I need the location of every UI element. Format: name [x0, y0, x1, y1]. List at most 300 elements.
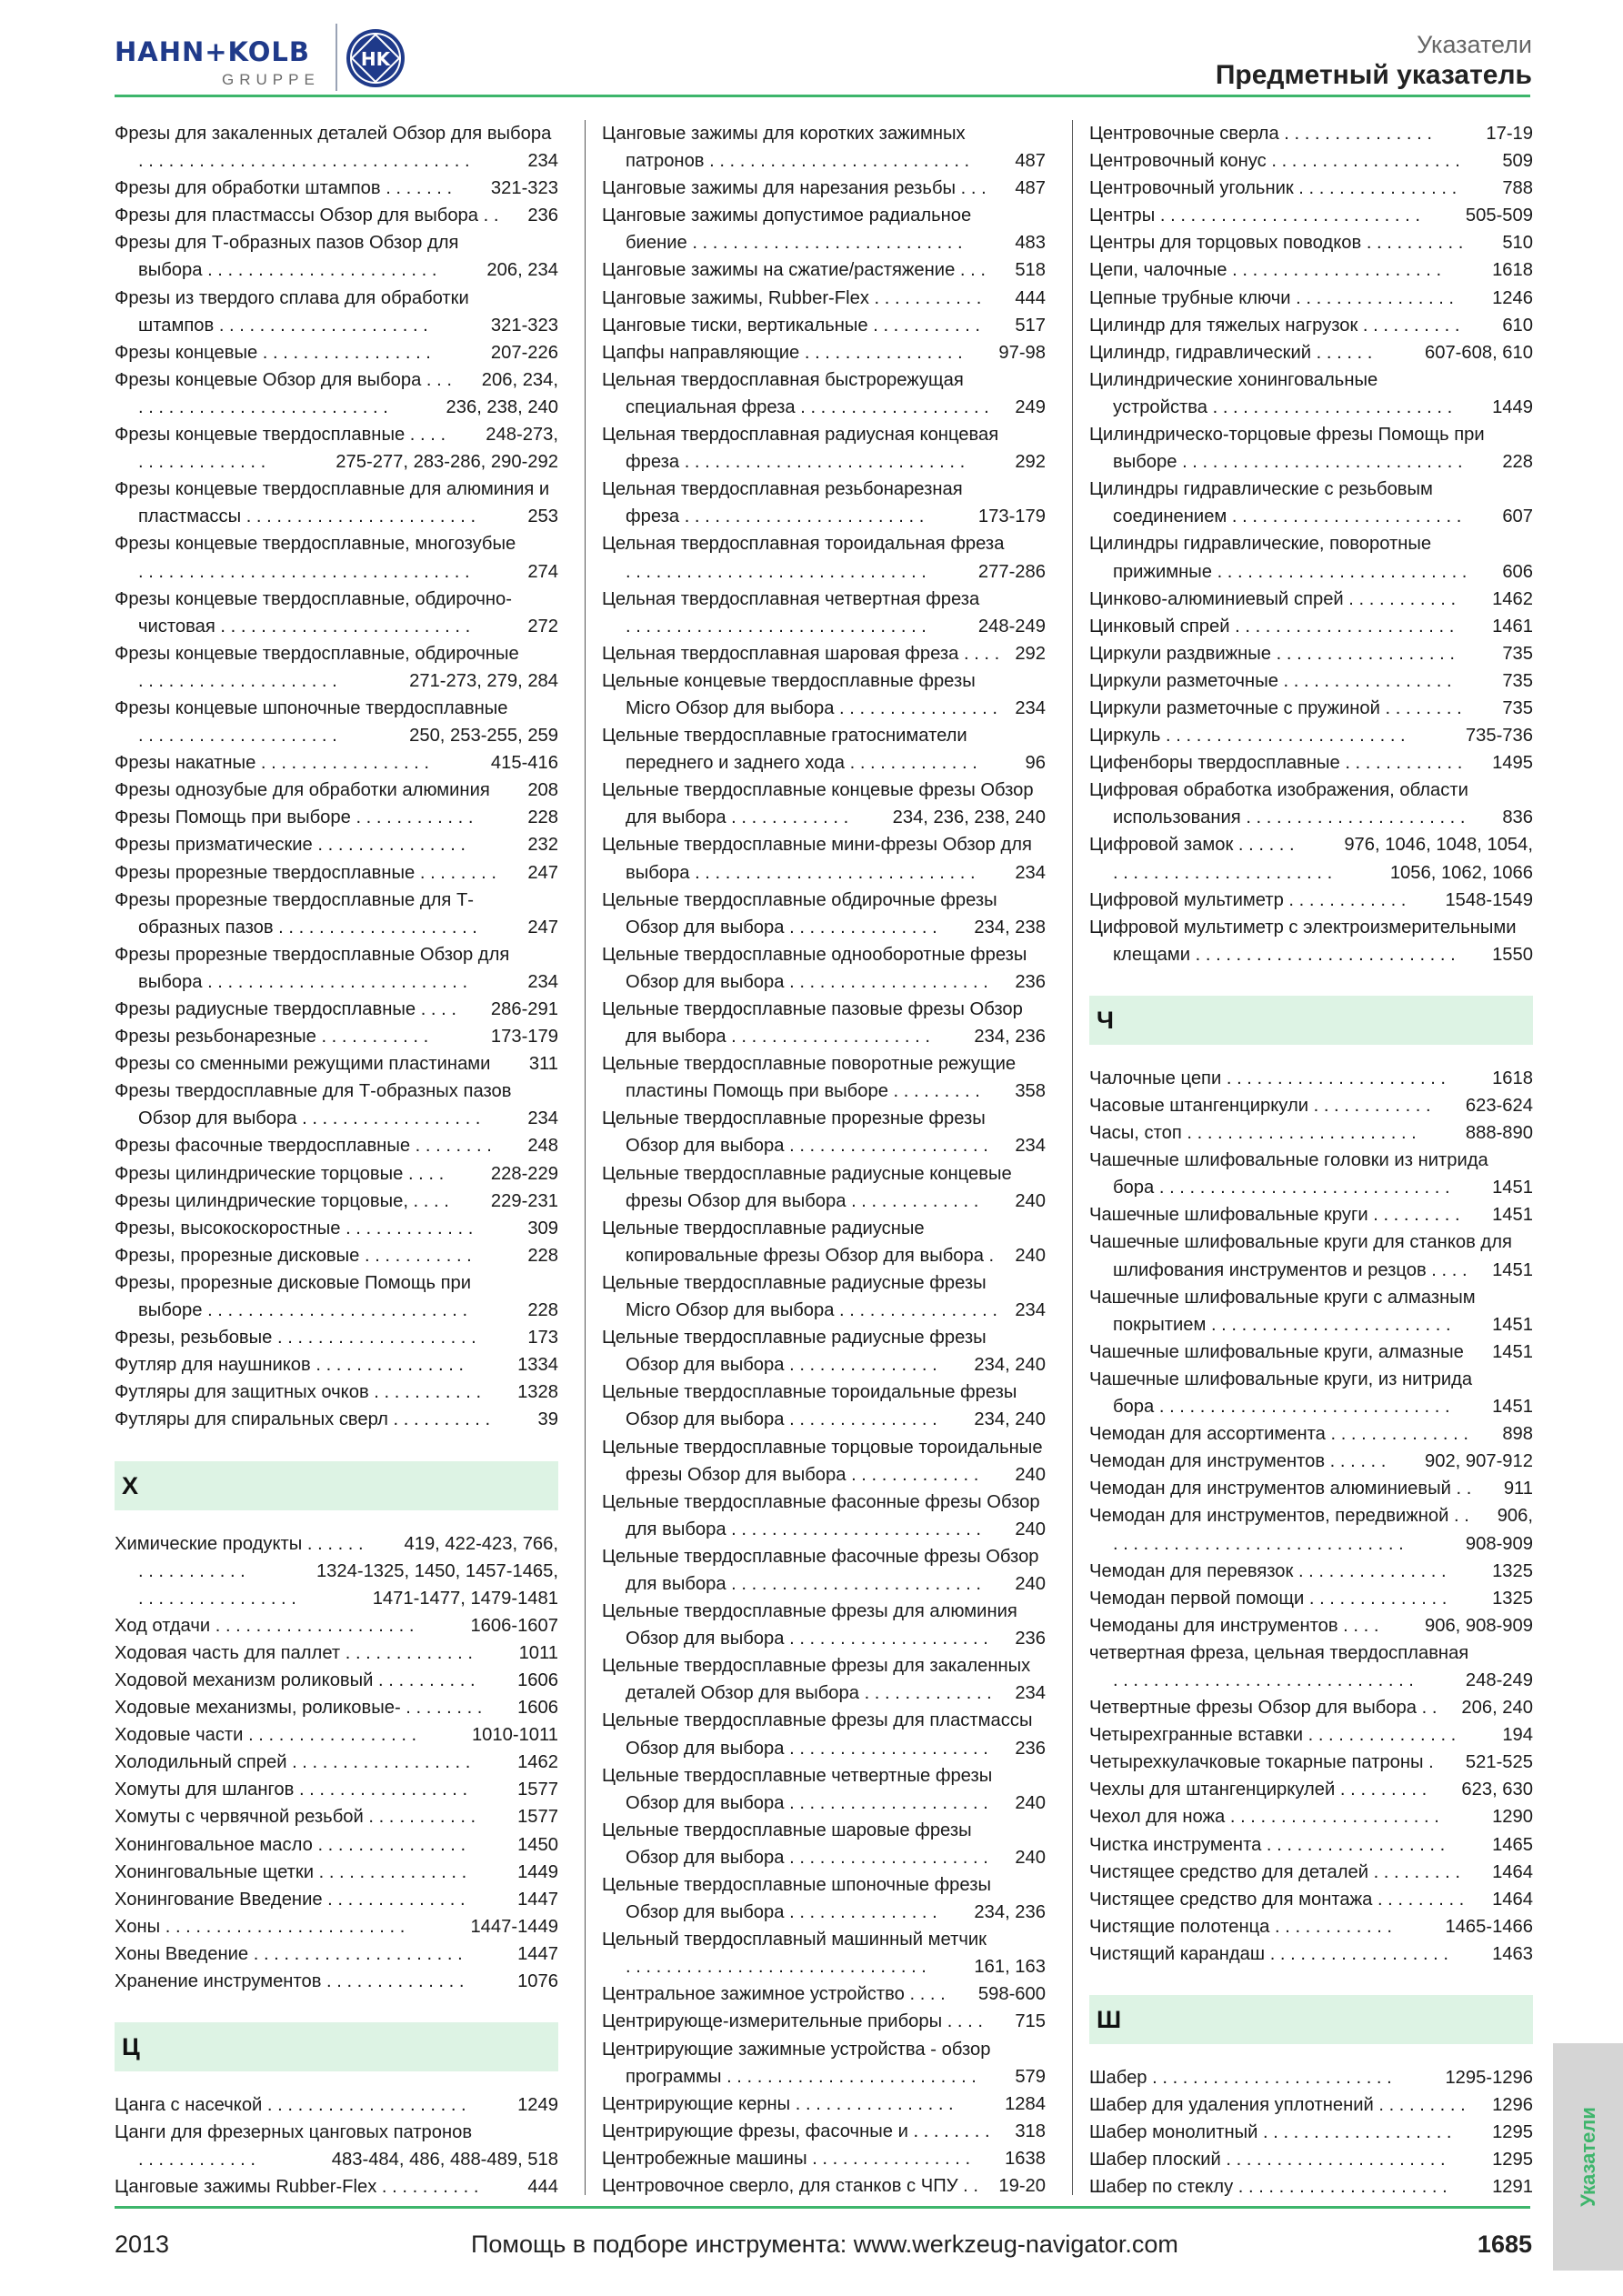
- index-entry: [602, 1652, 1046, 1707]
- index-entry: [1089, 120, 1533, 147]
- page-reference: 1325: [1492, 1560, 1533, 1581]
- page-reference: 517: [1015, 315, 1046, 336]
- index-entry: [602, 722, 1046, 777]
- page-reference: 1295: [1492, 2150, 1533, 2171]
- index-term: Чашечные шлифовальные круги . . . . . . . . .: [1089, 1205, 1460, 1226]
- index-term: Фрезы для закаленных деталей Обзор для выбора: [115, 124, 552, 144]
- index-entry-line: [1089, 394, 1533, 421]
- index-entry: [602, 285, 1046, 312]
- index-entry-line: [602, 1461, 1046, 1489]
- index-entry-line: [1089, 1119, 1533, 1147]
- page-reference: 286-291: [490, 999, 558, 1019]
- index-term: биение . . . . . . . . . . . . . . . . . . . . . . . . . . .: [626, 233, 963, 254]
- index-entry: [602, 640, 1046, 667]
- index-term: Цельные твердосплавные поворотные режущие: [602, 1054, 1017, 1075]
- index-term: Цилиндр, гидравлический . . . . . .: [1089, 342, 1373, 363]
- index-entry: [115, 1612, 558, 1639]
- index-entry-line: [1089, 256, 1533, 284]
- page-reference: 1464: [1492, 1861, 1533, 1882]
- index-entry: [115, 1351, 558, 1379]
- index-entry: [602, 831, 1046, 886]
- index-term: Ходовой механизм роликовый . . . . . . . . . .: [115, 1669, 476, 1690]
- page-reference: 194: [1502, 1725, 1533, 1746]
- index-entry-line: [602, 968, 1046, 996]
- index-term: Чистящие полотенца . . . . . . . . . . . .: [1089, 1916, 1393, 1937]
- page-reference: 510: [1502, 233, 1533, 254]
- page-reference: 1076: [517, 1971, 558, 1991]
- page-reference: 1462: [517, 1752, 558, 1773]
- page-reference: 248-273,: [486, 425, 558, 446]
- index-entry: [1089, 1913, 1533, 1940]
- page-reference: 419, 422-423, 766,: [404, 1533, 558, 1554]
- page-reference: 1638: [1005, 2148, 1046, 2169]
- page-reference: 173-179: [977, 506, 1046, 527]
- index-entry-line: [115, 175, 558, 202]
- index-entry: [602, 1160, 1046, 1215]
- index-entry: [1089, 1448, 1533, 1475]
- index-entry-line: [1089, 229, 1533, 256]
- page-reference: 906, 908-909: [1425, 1615, 1533, 1636]
- page-reference: 623-624: [1465, 1096, 1533, 1116]
- index-entry: [602, 1707, 1046, 1761]
- page-reference: 487: [1015, 178, 1046, 199]
- page-reference: 161, 163: [974, 1957, 1046, 1978]
- index-term: Обзор для выбора . . . . . . . . . . . . . . .: [626, 1355, 937, 1376]
- index-term: Цельные твердосплавные радиусные фрезы: [602, 1272, 987, 1293]
- footer-year: 2013: [115, 2231, 170, 2258]
- index-entry: [1089, 1147, 1533, 1201]
- index-term: Цинковый спрей . . . . . . . . . . . . . . . . . . . . . .: [1089, 616, 1455, 637]
- index-term: . . . . . . . . . . . . .: [138, 452, 266, 473]
- page-reference: 232: [527, 835, 558, 856]
- page-reference: 277-286: [977, 561, 1046, 582]
- page-reference: 906,: [1497, 1506, 1533, 1527]
- index-entry: [115, 1831, 558, 1859]
- index-term: Обзор для выбора . . . . . . . . . . . . . . .: [626, 1409, 937, 1430]
- index-entry: [602, 312, 1046, 339]
- index-entry-line: [115, 1667, 558, 1694]
- page-reference: 888-890: [1465, 1123, 1533, 1144]
- index-term: соединением . . . . . . . . . . . . . . . . . . . . . . .: [1113, 506, 1462, 527]
- index-term: шлифования инструментов и резцов . . . .: [1113, 1259, 1468, 1280]
- index-term: Цельная твердосплавная шаровая фреза . . . .: [602, 643, 1000, 664]
- index-entry: [602, 530, 1046, 585]
- index-entry: [1089, 613, 1533, 640]
- index-entry-line: [115, 1105, 558, 1132]
- index-entry-line: [115, 968, 558, 996]
- index-entry-line: [115, 1749, 558, 1776]
- index-term: Футляр для наушников . . . . . . . . . . . . . . .: [115, 1355, 465, 1376]
- index-entry: [602, 777, 1046, 831]
- index-entry-line: [602, 1679, 1046, 1707]
- index-entry-line: [1089, 1612, 1533, 1639]
- index-term: Фрезы концевые шпоночные твердосплавные: [115, 697, 508, 718]
- index-entry: [602, 175, 1046, 202]
- index-term: Хомуты для шлангов . . . . . . . . . . . . . . . . .: [115, 1780, 468, 1800]
- index-entry: [115, 1940, 558, 1968]
- index-term: Цифровой мультиметр . . . . . . . . . . . .: [1089, 889, 1407, 910]
- index-term: клещами . . . . . . . . . . . . . . . . . . . . . . . . . .: [1113, 944, 1456, 965]
- page-reference: 1471-1477, 1479-1481: [372, 1588, 558, 1609]
- index-entry-line: [602, 312, 1046, 339]
- index-entry: [1089, 229, 1533, 256]
- index-entry: [1089, 667, 1533, 695]
- index-entry: [1089, 640, 1533, 667]
- page-reference: 234: [527, 971, 558, 992]
- page-reference: 911: [1503, 1479, 1533, 1499]
- index-term: бора . . . . . . . . . . . . . . . . . . . . . . . . . . . . .: [1113, 1178, 1450, 1198]
- index-term: Цельные твердосплавные торцовые тороидальные: [602, 1437, 1043, 1458]
- index-entry-line: [115, 1379, 558, 1406]
- index-entry: [602, 1105, 1046, 1159]
- index-entry-line: [602, 613, 1046, 640]
- page-reference: 228-229: [490, 1163, 558, 1184]
- index-entry: [1089, 2091, 1533, 2119]
- index-entry-line: [115, 1968, 558, 1995]
- page-reference: 228: [1502, 452, 1533, 473]
- page-reference: 788: [1502, 178, 1533, 199]
- page-reference: 836: [1502, 807, 1533, 828]
- page-reference: 1606: [517, 1669, 558, 1690]
- index-entry: [115, 2119, 558, 2173]
- page-reference: 234: [527, 1108, 558, 1129]
- index-entry: [115, 1379, 558, 1406]
- page-reference: 248: [527, 1136, 558, 1157]
- index-entry: [1089, 586, 1533, 613]
- index-entry: [1089, 421, 1533, 476]
- page-reference: 579: [1015, 2066, 1046, 2087]
- index-entry-line: [115, 1324, 558, 1351]
- index-entry: [1089, 1886, 1533, 1913]
- page-reference: 1447: [517, 1889, 558, 1910]
- index-term: Часы, стоп . . . . . . . . . . . . . . . . . . . . . . .: [1089, 1123, 1417, 1144]
- index-term: Циркуль . . . . . . . . . . . . . . . . . . . . . . . .: [1089, 726, 1406, 747]
- index-term: Цельная твердосплавная быстрорежущая: [602, 369, 964, 390]
- index-term: Фрезы прорезные твердосплавные для Т-: [115, 889, 475, 910]
- index-entry: [602, 2145, 1046, 2172]
- index-entry-line: [602, 229, 1046, 256]
- index-column-1: [115, 120, 558, 2201]
- index-term: Ходовые механизмы, роликовые- . . . . . . . .: [115, 1698, 483, 1719]
- index-term: Фрезы резьбонарезные . . . . . . . . . . .: [115, 1027, 429, 1048]
- index-entry: [602, 202, 1046, 256]
- index-entry-line: [115, 1721, 558, 1749]
- index-entry: [1089, 1201, 1533, 1228]
- page-reference: 274: [527, 561, 558, 582]
- index-entry: [115, 366, 558, 421]
- page-reference: 234, 238: [974, 917, 1046, 937]
- index-term: Фрезы для обработки штампов . . . . . . .: [115, 178, 453, 199]
- index-entry-line: [1089, 312, 1533, 339]
- index-entry: [1089, 1639, 1533, 1694]
- index-term: Чемодан для ассортимента . . . . . . . . . . . . . .: [1089, 1424, 1468, 1445]
- page-reference: 318: [1015, 2121, 1046, 2141]
- index-entry: [602, 941, 1046, 996]
- page-reference: 240: [1015, 1573, 1046, 1594]
- index-entry-line: [1089, 1558, 1533, 1585]
- index-entry: [1089, 202, 1533, 229]
- index-entry: [602, 1871, 1046, 1926]
- index-term: Чистящее средство для деталей . . . . . . . . .: [1089, 1861, 1460, 1882]
- page-reference: 234: [1015, 697, 1046, 718]
- index-term: Цепи, чалочные . . . . . . . . . . . . . . . . . . . . .: [1089, 260, 1442, 281]
- index-term: . . . . . . . . . . . .: [138, 2150, 256, 2171]
- index-entry-line: [115, 831, 558, 858]
- index-entry: [1089, 1065, 1533, 1092]
- index-term: Ходовые части . . . . . . . . . . . . . . . . .: [115, 1725, 417, 1746]
- index-entry-line: [1089, 1913, 1533, 1940]
- index-term: Центровочный конус . . . . . . . . . . . . . . . . . . .: [1089, 151, 1460, 172]
- page-reference: 1461: [1492, 616, 1533, 637]
- index-entry: [115, 1749, 558, 1776]
- index-column-2: [602, 120, 1046, 2200]
- index-entry-line: [602, 2008, 1046, 2035]
- page-reference: 249: [1015, 396, 1046, 417]
- index-term: . . . . . . . . . . . . . . . . . . . . . . . . . . . . . .: [626, 1957, 927, 1978]
- index-entry: [115, 1160, 558, 1188]
- index-entry: [602, 2090, 1046, 2118]
- index-term: Шабер монолитный . . . . . . . . . . . . . . . . . . .: [1089, 2122, 1452, 2143]
- index-term: Цельные твердосплавные мини-фрезы Обзор для: [602, 835, 1032, 856]
- index-entry: [115, 1803, 558, 1830]
- index-term: Шабер для удаления уплотнений . . . . . . . . .: [1089, 2095, 1466, 2116]
- index-term: Фрезы, высокоскоростные . . . . . . . . . . . . .: [115, 1218, 474, 1238]
- index-entry: [1089, 1585, 1533, 1612]
- index-term: . . . . . . . . . . . . . . . . . . . . . . . . . . . . . .: [626, 616, 927, 637]
- index-term: Цилиндры гидравлические, поворотные: [1089, 534, 1432, 555]
- index-entry-line: [115, 339, 558, 366]
- index-entry: [115, 1406, 558, 1433]
- index-entry: [115, 120, 558, 175]
- index-term: Чашечные шлифовальные круги для станков для: [1089, 1232, 1512, 1253]
- index-term: Цельные твердосплавные фрезы для алюминия: [602, 1601, 1017, 1622]
- index-term: Холодильный спрей . . . . . . . . . . . . . . . . . .: [115, 1752, 471, 1773]
- index-entry-line: [115, 777, 558, 804]
- index-entry: [602, 1926, 1046, 1980]
- index-term: Фрезы концевые твердосплавные, обдирочные: [115, 643, 519, 664]
- page-reference: 236: [1015, 1738, 1046, 1759]
- index-term: использования . . . . . . . . . . . . . . . . . . . . . .: [1113, 807, 1466, 828]
- section-category: Указатели: [1417, 31, 1532, 58]
- index-entry: [602, 996, 1046, 1050]
- logo-divider: [336, 24, 337, 91]
- index-term: Фрезы радиусные твердосплавные . . . .: [115, 999, 456, 1019]
- index-entry: [1089, 530, 1533, 585]
- page-reference: 610: [1502, 315, 1533, 336]
- page-reference: 1290: [1492, 1807, 1533, 1828]
- index-entry: [1089, 1803, 1533, 1830]
- index-entry-line: [115, 256, 558, 284]
- brand-logo: [115, 22, 415, 93]
- index-term: Фрезы призматические . . . . . . . . . . . . . . .: [115, 835, 466, 856]
- page-reference: 607-608, 610: [1425, 342, 1533, 363]
- index-entry: [1089, 1612, 1533, 1639]
- index-term: Четвертные фрезы Обзор для выбора . .: [1089, 1698, 1438, 1719]
- index-entry-line: [115, 1639, 558, 1667]
- index-entry: [115, 1886, 558, 1913]
- index-term: Фрезы прорезные твердосплавные Обзор для: [115, 944, 510, 965]
- page-reference: 248-249: [977, 616, 1046, 637]
- index-term: Чистящее средство для монтажа . . . . . . . . .: [1089, 1889, 1465, 1910]
- index-entry: [115, 202, 558, 229]
- page-reference: 444: [527, 2177, 558, 2198]
- page-reference: 1291: [1492, 2177, 1533, 2198]
- index-term: Цифровая обработка изображения, области: [1089, 780, 1468, 801]
- index-entry-line: [1089, 722, 1533, 749]
- index-entry-line: [1089, 804, 1533, 831]
- index-entry-line: [602, 859, 1046, 887]
- index-term: Футляры для защитных очков . . . . . . . . . . .: [115, 1382, 482, 1403]
- index-term: Химические продукты . . . . . .: [115, 1533, 364, 1554]
- index-entry: [115, 1913, 558, 1940]
- index-entry: [602, 1434, 1046, 1489]
- index-term: бора . . . . . . . . . . . . . . . . . . . . . . . . . . . . .: [1113, 1397, 1450, 1418]
- index-term: . . . . . . . . . . . . . . . . . . . . . . . . .: [138, 396, 388, 417]
- index-entry-line: [115, 1530, 558, 1558]
- index-term: Шабер . . . . . . . . . . . . . . . . . . . . . . . .: [1089, 2068, 1392, 2088]
- index-term: Цанговые зажимы для нарезания резьбы . . .: [602, 178, 987, 199]
- page-reference: 321-323: [490, 315, 558, 336]
- index-term: Фрезы концевые твердосплавные для алюминия и: [115, 479, 550, 500]
- index-term: штампов . . . . . . . . . . . . . . . . . . . . .: [138, 315, 428, 336]
- side-tab[interactable]: [1553, 2043, 1623, 2271]
- index-entry-line: [115, 1242, 558, 1269]
- index-term: Цельные твердосплавные четвертные фрезы: [602, 1765, 993, 1786]
- index-entry: [1089, 285, 1533, 312]
- index-entry-line: [602, 558, 1046, 586]
- index-term: Цельные твердосплавные тороидальные фрезы: [602, 1382, 1017, 1403]
- index-term: Хонингование Введение . . . . . . . . . . . . . .: [115, 1889, 466, 1910]
- index-term: Фрезы концевые . . . . . . . . . . . . . . . . .: [115, 342, 431, 363]
- index-term: образных пазов . . . . . . . . . . . . . . . . . . . .: [138, 917, 477, 937]
- page-reference: 206, 234,: [481, 369, 558, 390]
- index-entry: [1089, 831, 1533, 886]
- index-term: Micro Обзор для выбора . . . . . . . . . . . . . . . .: [626, 697, 997, 718]
- index-entry-line: [1089, 448, 1533, 476]
- index-entry: [1089, 366, 1533, 421]
- index-term: покрытием . . . . . . . . . . . . . . . . . . . . . . . .: [1113, 1314, 1451, 1335]
- index-term: Центровочное сверло, для станков с ЧПУ . .: [602, 2176, 978, 2197]
- index-entry-line: [1089, 1065, 1533, 1092]
- index-term: для выбора . . . . . . . . . . . . . . . . . . . . . . . . .: [626, 1519, 982, 1539]
- index-term: Чашечные шлифовальные круги, алмазные: [1089, 1341, 1464, 1362]
- page-reference: 1548-1549: [1445, 889, 1533, 910]
- page-reference: 715: [1015, 2011, 1046, 2032]
- index-entry-line: [602, 1132, 1046, 1159]
- index-entry: [602, 2036, 1046, 2090]
- index-entry: [115, 941, 558, 996]
- index-term: Цельная твердосплавная тороидальная фреза: [602, 534, 1005, 555]
- index-entry-line: [1089, 1940, 1533, 1968]
- page-reference: 234: [1015, 1683, 1046, 1704]
- index-entry: [602, 887, 1046, 941]
- page-reference: 735: [1502, 670, 1533, 691]
- index-entry-line: [602, 339, 1046, 366]
- index-term: Цанговые зажимы допустимое радиальное: [602, 206, 972, 226]
- index-term: Цилиндры гидравлические с резьбовым: [1089, 479, 1433, 500]
- index-term: Циркули раздвижные . . . . . . . . . . . . . . . . . .: [1089, 643, 1455, 664]
- page-reference: 735: [1502, 697, 1533, 718]
- page-reference: 1550: [1492, 944, 1533, 965]
- index-entry: [1089, 256, 1533, 284]
- index-entry: [1089, 2173, 1533, 2201]
- page-reference: 1451: [1492, 1178, 1533, 1198]
- index-entry: [602, 120, 1046, 175]
- page-reference: 483-484, 486, 488-489, 518: [331, 2150, 558, 2171]
- index-entry-line: [1089, 695, 1533, 722]
- index-term: Центрирующие зажимные устройства - обзор: [602, 2039, 991, 2060]
- index-entry: [115, 1132, 558, 1159]
- index-entry-line: [115, 1050, 558, 1078]
- index-entry-line: [602, 2172, 1046, 2200]
- page-reference: 253: [527, 506, 558, 527]
- index-term: Центры . . . . . . . . . . . . . . . . . . . . . . . . . .: [1089, 206, 1420, 226]
- index-entry: [115, 1242, 558, 1269]
- page-reference: 902, 907-912: [1425, 1451, 1533, 1472]
- page-reference: 275-277, 283-286, 290-292: [336, 452, 558, 473]
- page-reference: 1577: [517, 1780, 558, 1800]
- index-entry-line: [1089, 558, 1533, 586]
- index-entry: [1089, 914, 1533, 968]
- index-term: Цельные твердосплавные однооборотные фрезы: [602, 944, 1027, 965]
- index-term: Обзор для выбора . . . . . . . . . . . . . . .: [626, 1902, 937, 1923]
- index-entry: [115, 831, 558, 858]
- index-entry: [115, 1667, 558, 1694]
- page-reference: 1449: [517, 1861, 558, 1882]
- index-entry-line: [115, 1612, 558, 1639]
- index-entry-line: [115, 1585, 558, 1612]
- index-entry-line: [1089, 1448, 1533, 1475]
- page-reference: 505-509: [1465, 206, 1533, 226]
- index-entry-line: [1089, 1803, 1533, 1830]
- index-entry-line: [1089, 1886, 1533, 1913]
- index-entry: [1089, 476, 1533, 530]
- page-reference: 1328: [517, 1382, 558, 1403]
- index-entry-line: [602, 1790, 1046, 1817]
- page-reference: 234, 236: [974, 1027, 1046, 1048]
- page-reference: 240: [1015, 1519, 1046, 1539]
- brand-name: HAHN+KOLB: [115, 36, 310, 67]
- index-entry: [602, 366, 1046, 421]
- index-entry-line: [1089, 285, 1533, 312]
- index-term: Фрезы прорезные твердосплавные . . . . . . . .: [115, 862, 497, 883]
- index-entry: [1089, 1420, 1533, 1448]
- index-entry-line: [1089, 175, 1533, 202]
- index-entry-line: [115, 1803, 558, 1830]
- index-term: Фрезы накатные . . . . . . . . . . . . . . . . .: [115, 753, 429, 774]
- index-term: Чемодан для инструментов, передвижной . .: [1089, 1506, 1469, 1527]
- index-entry: [1089, 147, 1533, 175]
- page-reference: 292: [1015, 452, 1046, 473]
- index-entry: [602, 1379, 1046, 1433]
- index-entry-line: [1089, 941, 1533, 968]
- page-reference: 240: [1015, 1190, 1046, 1211]
- index-term: Обзор для выбора . . . . . . . . . . . . . . . . . . . .: [626, 1792, 988, 1813]
- index-entry: [115, 1324, 558, 1351]
- index-term: чистовая . . . . . . . . . . . . . . . . . . . . . . . . .: [138, 616, 471, 637]
- index-entry-line: [115, 1160, 558, 1188]
- page-reference: 1447-1449: [470, 1916, 558, 1937]
- index-term: Чашечные шлифовальные головки из нитрида: [1089, 1150, 1488, 1171]
- page-reference: 1606: [517, 1698, 558, 1719]
- index-term: . . . . . . . . . . . . . . . .: [138, 1588, 296, 1609]
- index-entry-line: [115, 366, 558, 394]
- index-entry-line: [1089, 1338, 1533, 1366]
- index-term: Обзор для выбора . . . . . . . . . . . . . . . . . . . .: [626, 1136, 988, 1157]
- index-entry-line: [602, 285, 1046, 312]
- index-entry-line: [1089, 1502, 1533, 1529]
- index-entry-line: [115, 613, 558, 640]
